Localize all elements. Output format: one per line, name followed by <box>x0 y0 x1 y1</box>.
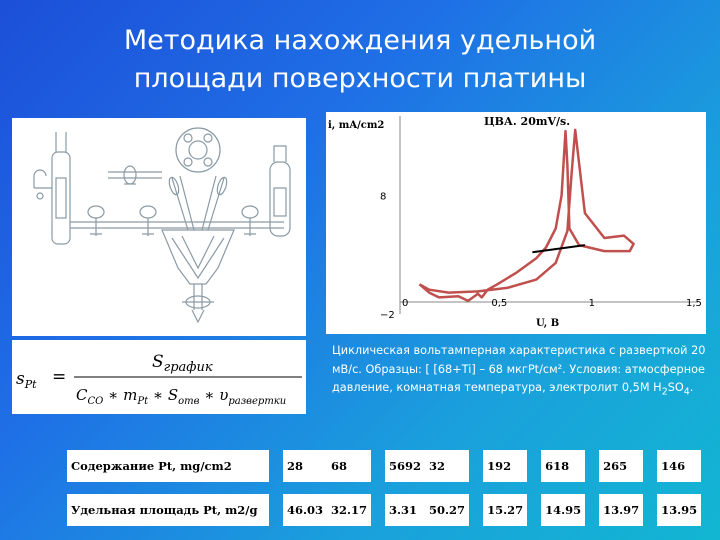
table-cell: 5692 <box>385 450 425 482</box>
title-line-1: Методика нахождения удельной <box>123 25 597 56</box>
voltammogram-plot <box>326 112 706 334</box>
y-tick-label: −2 <box>380 310 395 321</box>
y-axis-label: i, mA/cm2 <box>328 120 385 131</box>
x-axis-label: U, B <box>536 318 560 329</box>
table-cell: 618 <box>541 450 585 482</box>
caption-text-2: SO <box>667 381 684 394</box>
formula-numerator: $S_{график}$ <box>152 352 213 375</box>
specific-area-formula <box>12 340 306 414</box>
formula-lhs: $s_{Pt}$ <box>16 369 37 391</box>
cv-curve <box>420 130 634 301</box>
table-row-specific-area <box>67 494 701 526</box>
table-cell: 146 <box>657 450 701 482</box>
x-tick-label: 1 <box>588 298 596 309</box>
table-cell: 32.17 <box>327 494 371 526</box>
apparatus-drawing <box>12 118 306 336</box>
title-line-2: площади поверхности платины <box>133 63 587 94</box>
formula-denominator: $C_{CO}$ ∗ $m_{Pt}$ ∗ $S_{отв}$ ∗ $\upsilon_{развертки}$ <box>76 386 287 407</box>
table-cell: 15.27 <box>483 494 527 526</box>
table-cell: 28 <box>283 450 327 482</box>
chart-title: ЦВА. 20mV/s. <box>484 115 571 128</box>
chart-caption <box>332 342 712 402</box>
baseline-segment <box>532 245 585 252</box>
caption-text-1: Циклическая вольтамперная характеристика с разверткой 20 мВ/с. Образцы: [ [68+Ti] – 68 мкгPt/см². Условия: атмосферное давление, комнатная температура, электролит 0,5М H <box>332 344 706 394</box>
platinum-data-table <box>67 450 701 526</box>
formula-drawing <box>12 340 306 414</box>
table-cell: 192 <box>483 450 527 482</box>
table-cell: 3.31 <box>385 494 425 526</box>
x-tick-label: 1,5 <box>686 298 702 309</box>
row-label-content: Содержание Pt, mg/cm2 <box>67 450 269 482</box>
apparatus-diagram <box>12 118 306 336</box>
table-cell: 265 <box>599 450 643 482</box>
slide-title <box>0 22 720 98</box>
x-tick-label: 0 <box>402 298 409 309</box>
caption-sub-2: 4 <box>683 386 690 398</box>
row-label-specific-area: Удельная площадь Pt, m2/g <box>67 494 269 526</box>
x-tick-label: 0,5 <box>491 298 508 309</box>
y-tick-label: 8 <box>380 191 387 203</box>
table-cell: 50.27 <box>425 494 469 526</box>
caption-sub-1: 2 <box>661 386 668 398</box>
table-cell: 14.95 <box>541 494 585 526</box>
caption-text-3: . <box>689 381 694 394</box>
table-cell: 46.03 <box>283 494 327 526</box>
table-cell: 32 <box>425 450 469 482</box>
voltammogram-chart <box>326 112 706 334</box>
table-row-content <box>67 450 701 482</box>
table-cell: 13.97 <box>599 494 643 526</box>
table-cell: 13.95 <box>657 494 701 526</box>
formula-equals: = <box>52 367 67 387</box>
table-cell: 68 <box>327 450 371 482</box>
